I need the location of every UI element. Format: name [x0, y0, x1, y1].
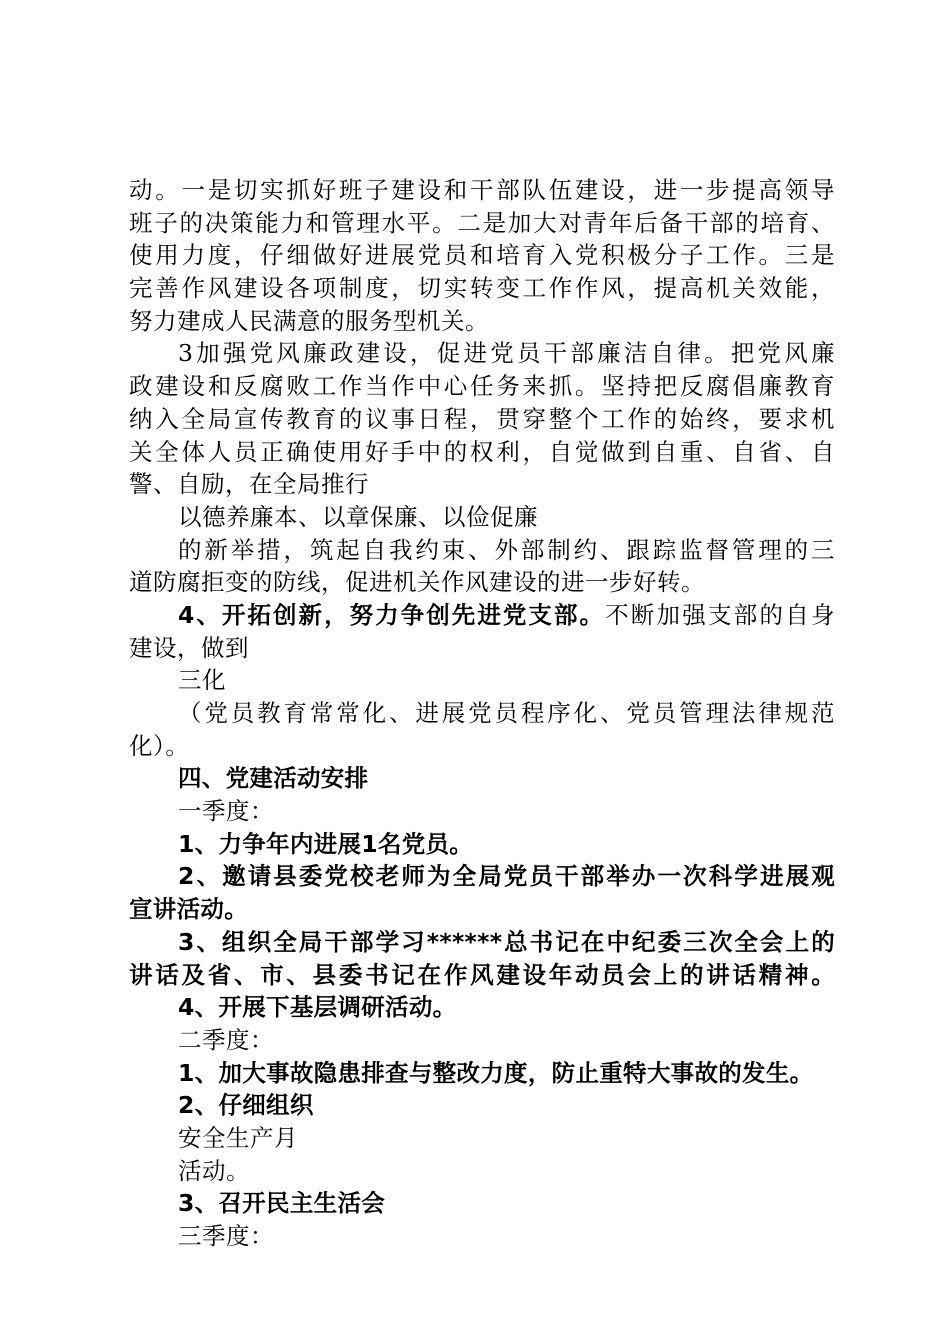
- text-line: 安全生产月: [178, 1123, 298, 1152]
- text-line: 班子的决策能力和管理水平。二是加大对青年后备干部的培育、: [129, 208, 835, 237]
- text-line: 3、召开民主生活会: [178, 1189, 386, 1218]
- text-line: 完善作风建设各项制度，切实转变工作作风，提高机关效能，: [129, 274, 835, 303]
- text-line: 讲话及省、市、县委书记在作风建设年动员会上的讲话精神。: [129, 960, 835, 989]
- text-line: 宣讲活动。: [129, 895, 248, 924]
- text-line: 1、力争年内进展1名党员。: [178, 829, 474, 858]
- body-text: 不断加强支部的自身: [605, 600, 835, 629]
- text-line: 使用力度，仔细做好进展党员和培育入党积极分子工作。三是: [129, 241, 835, 270]
- text-line: 关全体人员正确使用好手中的权利，自觉做到自重、自省、自: [129, 437, 835, 466]
- text-line: 1、加大事故隐患排查与整改力度，防止重特大事故的发生。: [178, 1058, 814, 1087]
- text-line: 四、党建活动安排: [178, 764, 369, 793]
- text-line: 化）。: [129, 731, 190, 760]
- text-line: 政建设和反腐败工作当作中心任务来抓。坚持把反腐倡廉教育: [129, 372, 835, 401]
- text-line: 建设，做到: [129, 633, 249, 662]
- text-line: 2、邀请县委党校老师为全局党员干部举办一次科学进展观: [178, 862, 835, 891]
- text-line: [129, 599, 835, 632]
- document-body: [129, 174, 835, 1253]
- text-line: 三季度：: [178, 1222, 274, 1250]
- text-line: （党员教育常常化、进展党员程序化、党员管理法律规范: [178, 699, 835, 727]
- text-line: 3、组织全局干部学习******总书记在中纪委三次全会上的: [178, 927, 835, 956]
- text-line: 道防腐拒变的防线，促进机关作风建设的进一步好转。: [129, 568, 705, 597]
- text-line: 三化: [178, 666, 226, 695]
- text-line: 4、开展下基层调研活动。: [178, 993, 457, 1022]
- text-line: 二季度：: [178, 1025, 274, 1054]
- text-line: 2、仔细组织: [178, 1091, 314, 1120]
- text-line: 的新举措，筑起自我约束、外部制约、跟踪监督管理的三: [178, 535, 835, 564]
- text-line: 一季度：: [178, 797, 274, 826]
- text-line: 以德养廉本、以章保廉、以俭促廉: [178, 502, 538, 531]
- text-line: 活动。: [178, 1156, 250, 1185]
- text-line: 警、自励，在全局推行: [129, 470, 369, 499]
- heading-text: 4、开拓创新，努力争创先进党支部。: [178, 600, 606, 629]
- text-line: 努力建成人民满意的服务型机关。: [129, 306, 489, 335]
- text-line: 纳入全局宣传教育的议事日程，贯穿整个工作的始终，要求机: [129, 404, 835, 433]
- text-line: 3加强党风廉政建设，促进党员干部廉洁自律。把党风廉: [178, 339, 835, 368]
- text-line: 动。一是切实抓好班子建设和干部队伍建设，进一步提高领导: [129, 176, 835, 204]
